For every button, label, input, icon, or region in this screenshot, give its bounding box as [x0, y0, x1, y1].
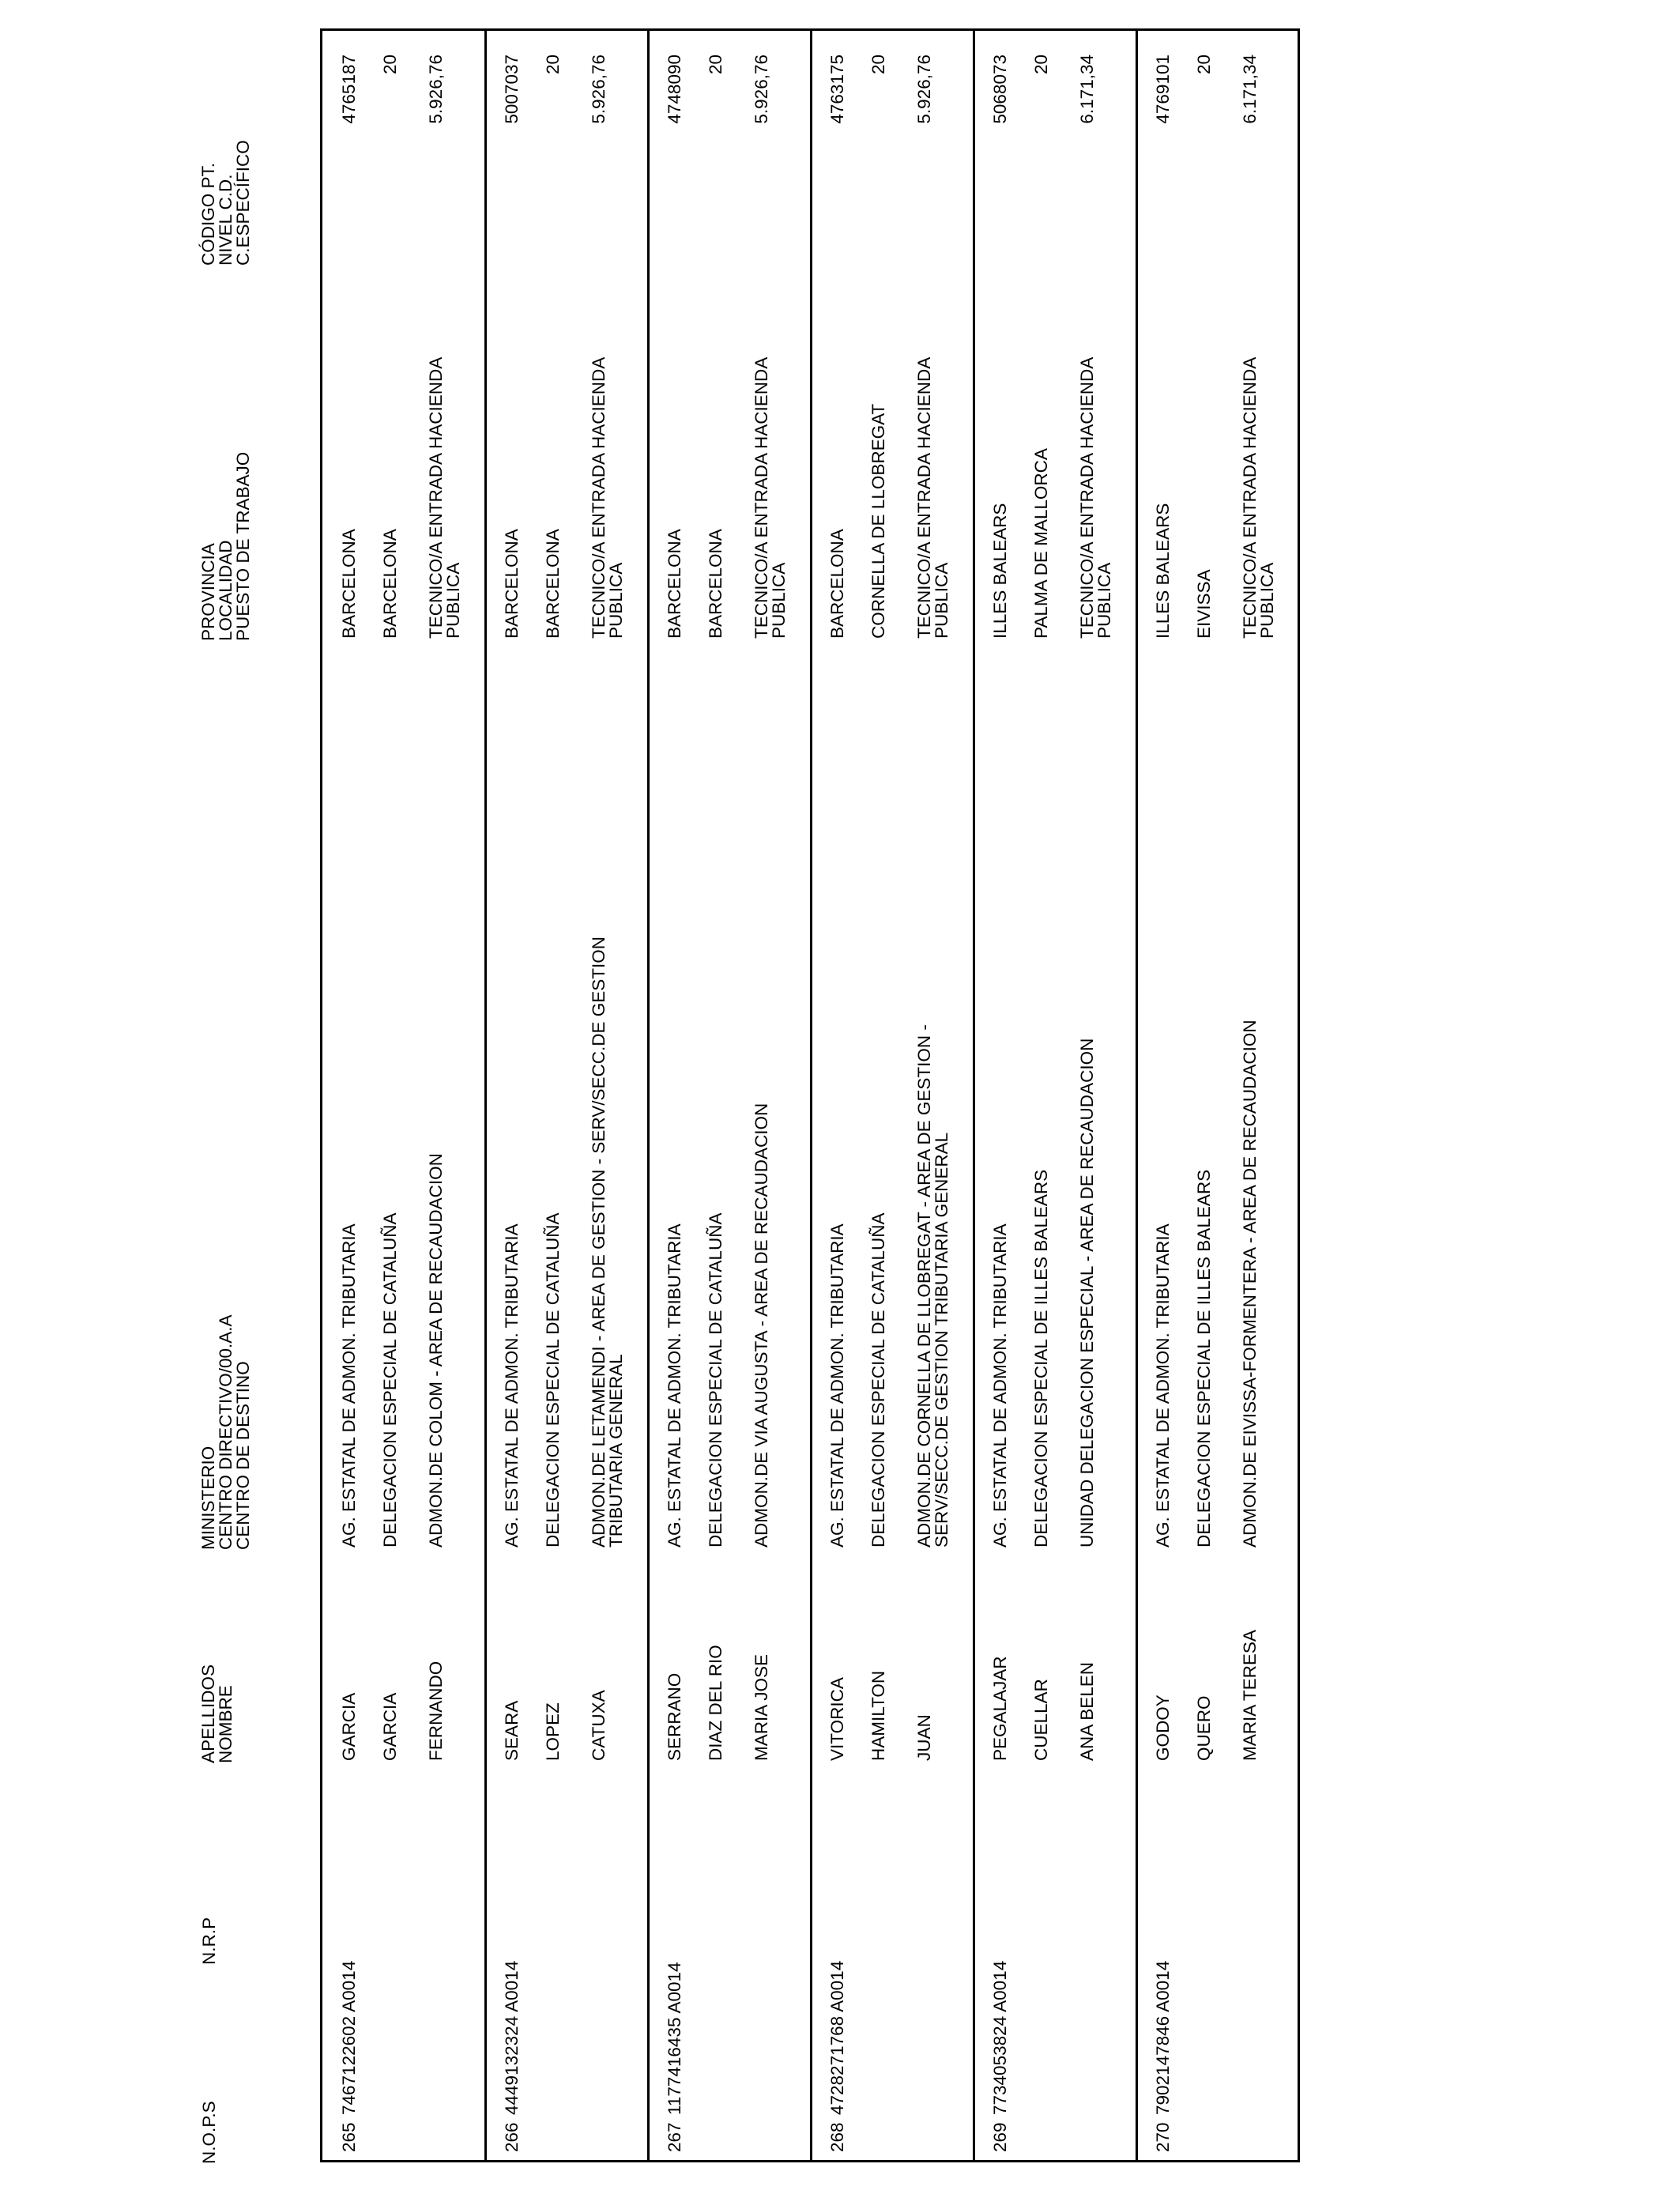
localidad: BARCELONA	[380, 529, 400, 639]
ministerio: AG. ESTATAL DE ADMON. TRIBUTARIA	[339, 1223, 359, 1547]
centro-destino-line1: ADMON.DE VIA AUGUSTA - AREA DE RECAUDACION	[751, 1103, 771, 1547]
especifico: 6.171,34	[1077, 55, 1097, 124]
header-nops: N.O.P.S	[199, 2101, 219, 2164]
centro-directivo: DELEGACION ESPECIAL DE CATALUÑA	[706, 1212, 725, 1547]
table-row	[648, 31, 811, 2160]
ministerio: AG. ESTATAL DE ADMON. TRIBUTARIA	[827, 1223, 847, 1547]
centro-destino-line1: ADMON.DE CORNELLA DE LLOBREGAT - AREA DE GESTION -	[914, 1024, 934, 1547]
apellido2: DIAZ DEL RIO	[706, 1645, 725, 1761]
ministerio: AG. ESTATAL DE ADMON. TRIBUTARIA	[1153, 1223, 1173, 1547]
nivel: 20	[380, 55, 400, 75]
puesto-line1: TECNICO/A ENTRADA HACIENDA	[914, 356, 934, 639]
localidad: BARCELONA	[706, 529, 725, 639]
centro-destino-line2: SERV/SECC.DE GESTION TRIBUTARIA GENERAL	[932, 1132, 951, 1547]
centro-destino-line1: ADMON.DE EIVISSA-FORMENTERA - AREA DE RECAUDACION	[1240, 1020, 1260, 1547]
nivel: 20	[706, 55, 725, 75]
nrp: 4449132324 A0014	[502, 1960, 522, 2115]
header-nivel: NIVEL C.D.	[216, 174, 235, 266]
nrp: 4728271768 A0014	[827, 1960, 847, 2115]
centro-directivo: DELEGACION ESPECIAL DE CATALUÑA	[543, 1212, 563, 1547]
table-row	[485, 31, 648, 2160]
especifico: 5.926,76	[914, 55, 934, 124]
nops: 270	[1153, 2122, 1173, 2152]
especifico: 5.926,76	[751, 55, 771, 124]
header-codigo-group	[200, 140, 252, 266]
nops: 265	[339, 2122, 359, 2152]
puesto-line2: PUBLICA	[1094, 562, 1114, 639]
apellido2: GARCIA	[380, 1692, 400, 1761]
localidad: EIVISSA	[1194, 569, 1214, 639]
centro-directivo: DELEGACION ESPECIAL DE ILLES BALEARS	[1031, 1169, 1051, 1547]
puesto-line2: PUBLICA	[606, 562, 626, 639]
header-provincia-group	[200, 452, 252, 641]
header-apellidos: APELLIDOS	[198, 1664, 218, 1763]
centro-directivo: DELEGACION ESPECIAL DE ILLES BALEARS	[1194, 1169, 1214, 1547]
nivel: 20	[868, 55, 888, 75]
header-centro-directivo: CENTRO DIRECTIVO/00.A.A	[216, 1314, 235, 1550]
apellido1: SEARA	[502, 1700, 522, 1761]
provincia: BARCELONA	[339, 529, 359, 639]
header-nombre: NOMBRE	[216, 1685, 235, 1763]
apellido1: SERRANO	[665, 1672, 684, 1761]
puesto-line1: TECNICO/A ENTRADA HACIENDA	[751, 356, 771, 639]
puesto-line1: TECNICO/A ENTRADA HACIENDA	[426, 356, 446, 639]
ministerio: AG. ESTATAL DE ADMON. TRIBUTARIA	[665, 1223, 684, 1547]
codigo: 4748090	[665, 55, 684, 124]
header-puesto: PUESTO DE TRABAJO	[233, 451, 253, 641]
centro-destino-line1: UNIDAD DELEGACION ESPECIAL - AREA DE RECAUDACION	[1077, 1038, 1097, 1547]
codigo: 4765187	[339, 55, 359, 124]
nrp: 7467122602 A0014	[339, 1960, 359, 2115]
nombre: JUAN	[914, 1714, 934, 1761]
nombre: MARIA JOSE	[751, 1653, 771, 1761]
header-especifico: C.ESPECÍFICO	[233, 140, 253, 266]
header-centro-destino: CENTRO DE DESTINO	[233, 1361, 253, 1550]
centro-destino-line1: ADMON.DE LETAMENDI - AREA DE GESTION - SERV/SECC.DE GESTION	[589, 936, 608, 1547]
apellido2: QUERO	[1194, 1695, 1214, 1761]
codigo: 4769101	[1153, 55, 1173, 124]
provincia: BARCELONA	[502, 529, 522, 639]
codigo: 5007037	[502, 55, 522, 124]
nrp: 1177416435 A0014	[665, 1962, 684, 2115]
nombre: ANA BELEN	[1077, 1661, 1097, 1761]
apellido2: LOPEZ	[543, 1702, 563, 1761]
centro-directivo: DELEGACION ESPECIAL DE CATALUÑA	[380, 1212, 400, 1547]
provincia: ILLES BALEARS	[990, 503, 1010, 639]
localidad: BARCELONA	[543, 529, 563, 639]
table-row	[322, 31, 485, 2160]
records-table	[320, 28, 1300, 2162]
codigo: 5068073	[990, 55, 1010, 124]
puesto-line1: TECNICO/A ENTRADA HACIENDA	[1077, 356, 1097, 639]
header-ministerio-group	[200, 1314, 252, 1550]
table-row	[1136, 31, 1299, 2160]
especifico: 5.926,76	[426, 55, 446, 124]
apellido1: PEGALAJAR	[990, 1656, 1010, 1761]
nombre: CATUXA	[589, 1690, 608, 1761]
table-row	[811, 31, 974, 2160]
especifico: 6.171,34	[1240, 55, 1260, 124]
puesto-line1: TECNICO/A ENTRADA HACIENDA	[1240, 356, 1260, 639]
ministerio: AG. ESTATAL DE ADMON. TRIBUTARIA	[990, 1223, 1010, 1547]
apellido1: GARCIA	[339, 1692, 359, 1761]
nivel: 20	[1031, 55, 1051, 75]
apellido2: HAMILTON	[868, 1670, 888, 1761]
centro-destino-line2: TRIBUTARIA GENERAL	[606, 1354, 626, 1547]
centro-directivo: DELEGACION ESPECIAL DE CATALUÑA	[868, 1212, 888, 1547]
provincia: BARCELONA	[827, 529, 847, 639]
nivel: 20	[1194, 55, 1214, 75]
header-localidad: LOCALIDAD	[216, 540, 235, 641]
header-codigo: CÓDIGO PT.	[198, 162, 218, 266]
header-ministerio: MINISTERIO	[198, 1446, 218, 1550]
provincia: ILLES BALEARS	[1153, 503, 1173, 639]
puesto-line2: PUBLICA	[769, 562, 789, 639]
puesto-line2: PUBLICA	[1257, 562, 1277, 639]
table-header	[0, 0, 253, 2194]
apellido1: GODOY	[1153, 1695, 1173, 1761]
header-apellidos-nombre	[200, 1664, 235, 1763]
apellido2: CUELLAR	[1031, 1679, 1051, 1761]
header-provincia: PROVINCIA	[198, 543, 218, 641]
codigo: 4763175	[827, 55, 847, 124]
apellido1: VITORICA	[827, 1677, 847, 1761]
puesto-line1: TECNICO/A ENTRADA HACIENDA	[589, 356, 608, 639]
provincia: BARCELONA	[665, 529, 684, 639]
header-nrp: N.R.P	[199, 1917, 219, 1965]
ministerio: AG. ESTATAL DE ADMON. TRIBUTARIA	[502, 1223, 522, 1547]
nops: 269	[990, 2122, 1010, 2152]
nops: 268	[827, 2122, 847, 2152]
nivel: 20	[543, 55, 563, 75]
centro-destino-line1: ADMON.DE COLOM - AREA DE RECAUDACION	[426, 1153, 446, 1547]
localidad: PALMA DE MALLORCA	[1031, 448, 1051, 639]
puesto-line2: PUBLICA	[443, 562, 463, 639]
nops: 267	[665, 2122, 684, 2152]
localidad: CORNELLA DE LLOBREGAT	[868, 403, 888, 639]
nombre: MARIA TERESA	[1240, 1630, 1260, 1761]
nombre: FERNANDO	[426, 1661, 446, 1761]
nops: 266	[502, 2122, 522, 2152]
nrp: 7902147846 A0014	[1153, 1960, 1173, 2115]
table-row	[974, 31, 1136, 2160]
especifico: 5.926,76	[589, 55, 608, 124]
puesto-line2: PUBLICA	[932, 562, 951, 639]
nrp: 7734053824 A0014	[990, 1960, 1010, 2115]
